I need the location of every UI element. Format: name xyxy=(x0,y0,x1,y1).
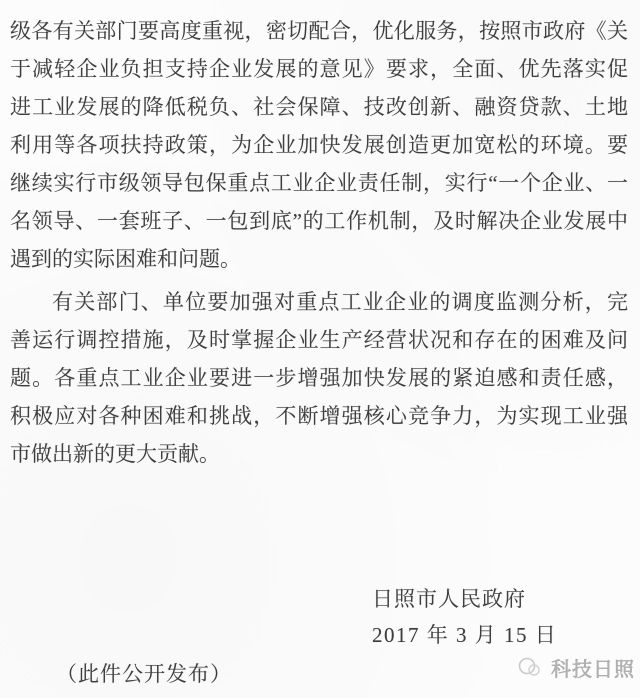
body-line: 题。各重点工业企业要进一步增强加快发展的紧迫感和责任感， xyxy=(10,366,628,390)
paragraph xyxy=(10,12,628,278)
body-line: 于减轻企业负担支持企业发展的意见》要求，全面、优先落实促 xyxy=(10,57,628,81)
body-line: 名领导、一套班子、一包到底”的工作机制，及时解决企业发展中 xyxy=(10,209,628,233)
overlapping-circles-icon xyxy=(517,654,545,682)
body-line: 善运行调控措施，及时掌握企业生产经营状况和存在的困难及问 xyxy=(10,328,628,352)
public-release-note: （此件公开发布） xyxy=(56,662,232,686)
watermark-label: 科技日照 xyxy=(551,659,635,681)
body-line: 市做出新的更大贡献。 xyxy=(10,442,220,466)
body-line: 积极应对各种困难和挑战，不断增强核心竞争力，为实现工业强 xyxy=(10,404,628,428)
signature-issuer: 日照市人民政府 xyxy=(372,587,526,611)
document-body xyxy=(10,12,628,473)
body-line: 遇到的实际困难和问题。 xyxy=(10,247,241,271)
paragraph xyxy=(10,283,628,473)
body-line: 继续实行市级领导包保重点工业企业责任制，实行“一个企业、一 xyxy=(10,171,628,195)
body-line: 级各有关部门要高度重视，密切配合，优化服务，按照市政府《关 xyxy=(10,19,628,43)
body-line: 进工业发展的降低税负、社会保障、技改创新、融资贷款、土地 xyxy=(10,95,628,119)
body-line: 利用等各项扶持政策，为企业加快发展创造更加宽松的环境。要 xyxy=(10,133,628,157)
watermark xyxy=(517,653,635,682)
signature-date: 2017 年 3 月 15 日 xyxy=(372,623,558,647)
body-line: 有关部门、单位要加强对重点工业企业的调度监测分析，完 xyxy=(52,290,628,314)
